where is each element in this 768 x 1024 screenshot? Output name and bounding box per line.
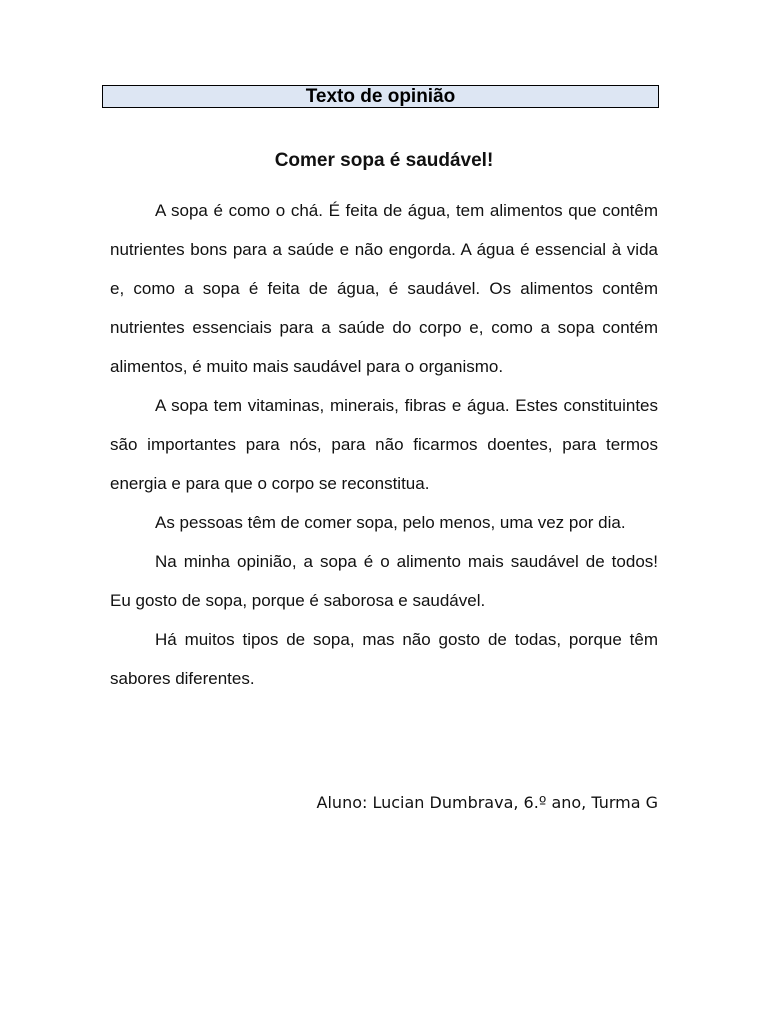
author-signature: Aluno: Lucian Dumbrava, 6.º ano, Turma G (316, 793, 658, 812)
paragraph: As pessoas têm de comer sopa, pelo menos, uma vez por dia. (155, 513, 626, 532)
document-title: Comer sopa é saudável! (274, 150, 494, 171)
body-text (110, 191, 658, 698)
paragraph: A sopa tem vitaminas, minerais, fibras e água. Estes constituintes são importantes para nós, para não ficarmos doentes, para termos energia e para que o corpo se reconstitua. (110, 396, 658, 493)
paragraph: Na minha opinião, a sopa é o alimento mais saudável de todos! Eu gosto de sopa, porque é saborosa e saudável. (110, 552, 658, 610)
paragraph: Há muitos tipos de sopa, mas não gosto de todas, porque têm sabores diferentes. (110, 630, 658, 688)
header-box (102, 85, 659, 108)
header-title: Texto de opinião (305, 86, 456, 107)
paragraph: A sopa é como o chá. É feita de água, tem alimentos que contêm nutrientes bons para a saúde e não engorda. A água é essencial à vida e, como a sopa é feita de água, é saudável. Os alimentos contêm nutrientes essenciais para a saúde do corpo e, como a sopa contém alimentos, é muito mais saudável para o organismo. (110, 201, 658, 376)
